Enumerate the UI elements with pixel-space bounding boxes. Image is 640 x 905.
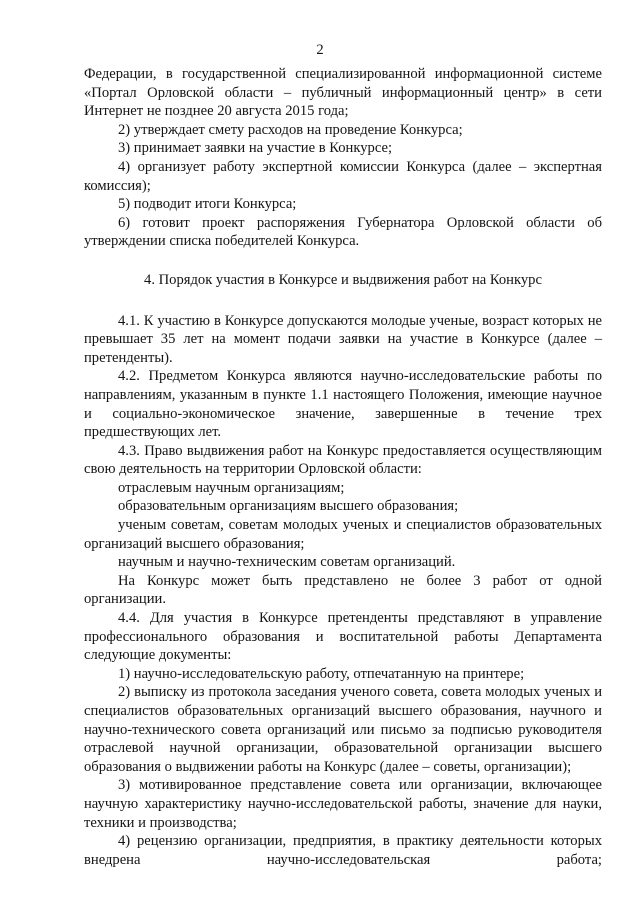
paragraph: образовательным организациям высшего образования; (118, 498, 459, 515)
section-paragraphs (84, 312, 602, 870)
paragraph: 1) научно-исследовательскую работу, отпечатанную на принтере; (118, 665, 525, 682)
paragraph: 3) принимает заявки на участие в Конкурсе; (118, 140, 393, 157)
paragraph: 4) организует работу экспертной комиссии Конкурса (далее – экспертная комиссия); (84, 158, 602, 194)
paragraph: отраслевым научным организациям; (118, 479, 345, 496)
paragraph: 4.1. К участию в Конкурсе допускаются молодые ученые, возраст которых не превышает 35 лет на момент подачи заявки на участие в Конкурсе (далее – претенденты). (84, 312, 602, 366)
paragraph: 4.3. Право выдвижения работ на Конкурс предоставляется осуществляющим свою деятельность на территории Орловской области: (84, 442, 602, 478)
paragraph: ученым советам, советам молодых ученых и специалистов образовательных организаций высшего образования; (84, 517, 602, 552)
paragraph: 4.2. Предметом Конкурса являются научно-исследовательские работы по направлениям, указанным в пункте 1.1 настоящего Положения, имеющие научное и социально-экономическое значение, завершенные в течение трех предшествующих лет. (84, 368, 602, 441)
document-body (84, 65, 602, 869)
paragraph: 2) выписку из протокола заседания ученого совета, совета молодых ученых и специалистов образовательных организаций высшего образования, научного и научно-технического совета организаций или письмо за подписью руководителя отраслевой научной организации, образовательной организации высшего образования о выдвижении работы на Конкурс (далее – советы, организации); (84, 684, 602, 775)
paragraph: 3) мотивированное представление совета или организации, включающее научную характеристику научно-исследовательской работы, значение для науки, техники и производства; (84, 777, 602, 831)
paragraph: научным и научно-техническим советам организаций. (118, 554, 456, 571)
page-number: 2 (316, 42, 324, 58)
paragraph: 6) готовит проект распоряжения Губернатора Орловской области об утверждении списка победителей Конкурса. (84, 214, 602, 250)
top-paragraphs (84, 65, 602, 251)
paragraph: На Конкурс может быть представлено не более 3 работ от одной организации. (84, 572, 602, 608)
paragraph: 5) подводит итоги Конкурса; (118, 196, 297, 213)
paragraph: Федерации, в государственной специализированной информационной системе «Портал Орловской области – публичный информационный центр» в сети Интернет не позднее 20 августа 2015 года; (84, 66, 602, 120)
section-heading: 4. Порядок участия в Конкурсе и выдвижения работ на Конкурс (144, 271, 542, 288)
paragraph: 4.4. Для участия в Конкурсе претенденты представляют в управление профессионального образования и воспитательной работы Департамента следующие документы: (84, 610, 602, 664)
paragraph: 4) рецензию организации, предприятия, в практику деятельности которых внедрена научно-исследовательская работа; (84, 833, 602, 868)
paragraph: 2) утверждает смету расходов на проведение Конкурса; (118, 121, 463, 138)
